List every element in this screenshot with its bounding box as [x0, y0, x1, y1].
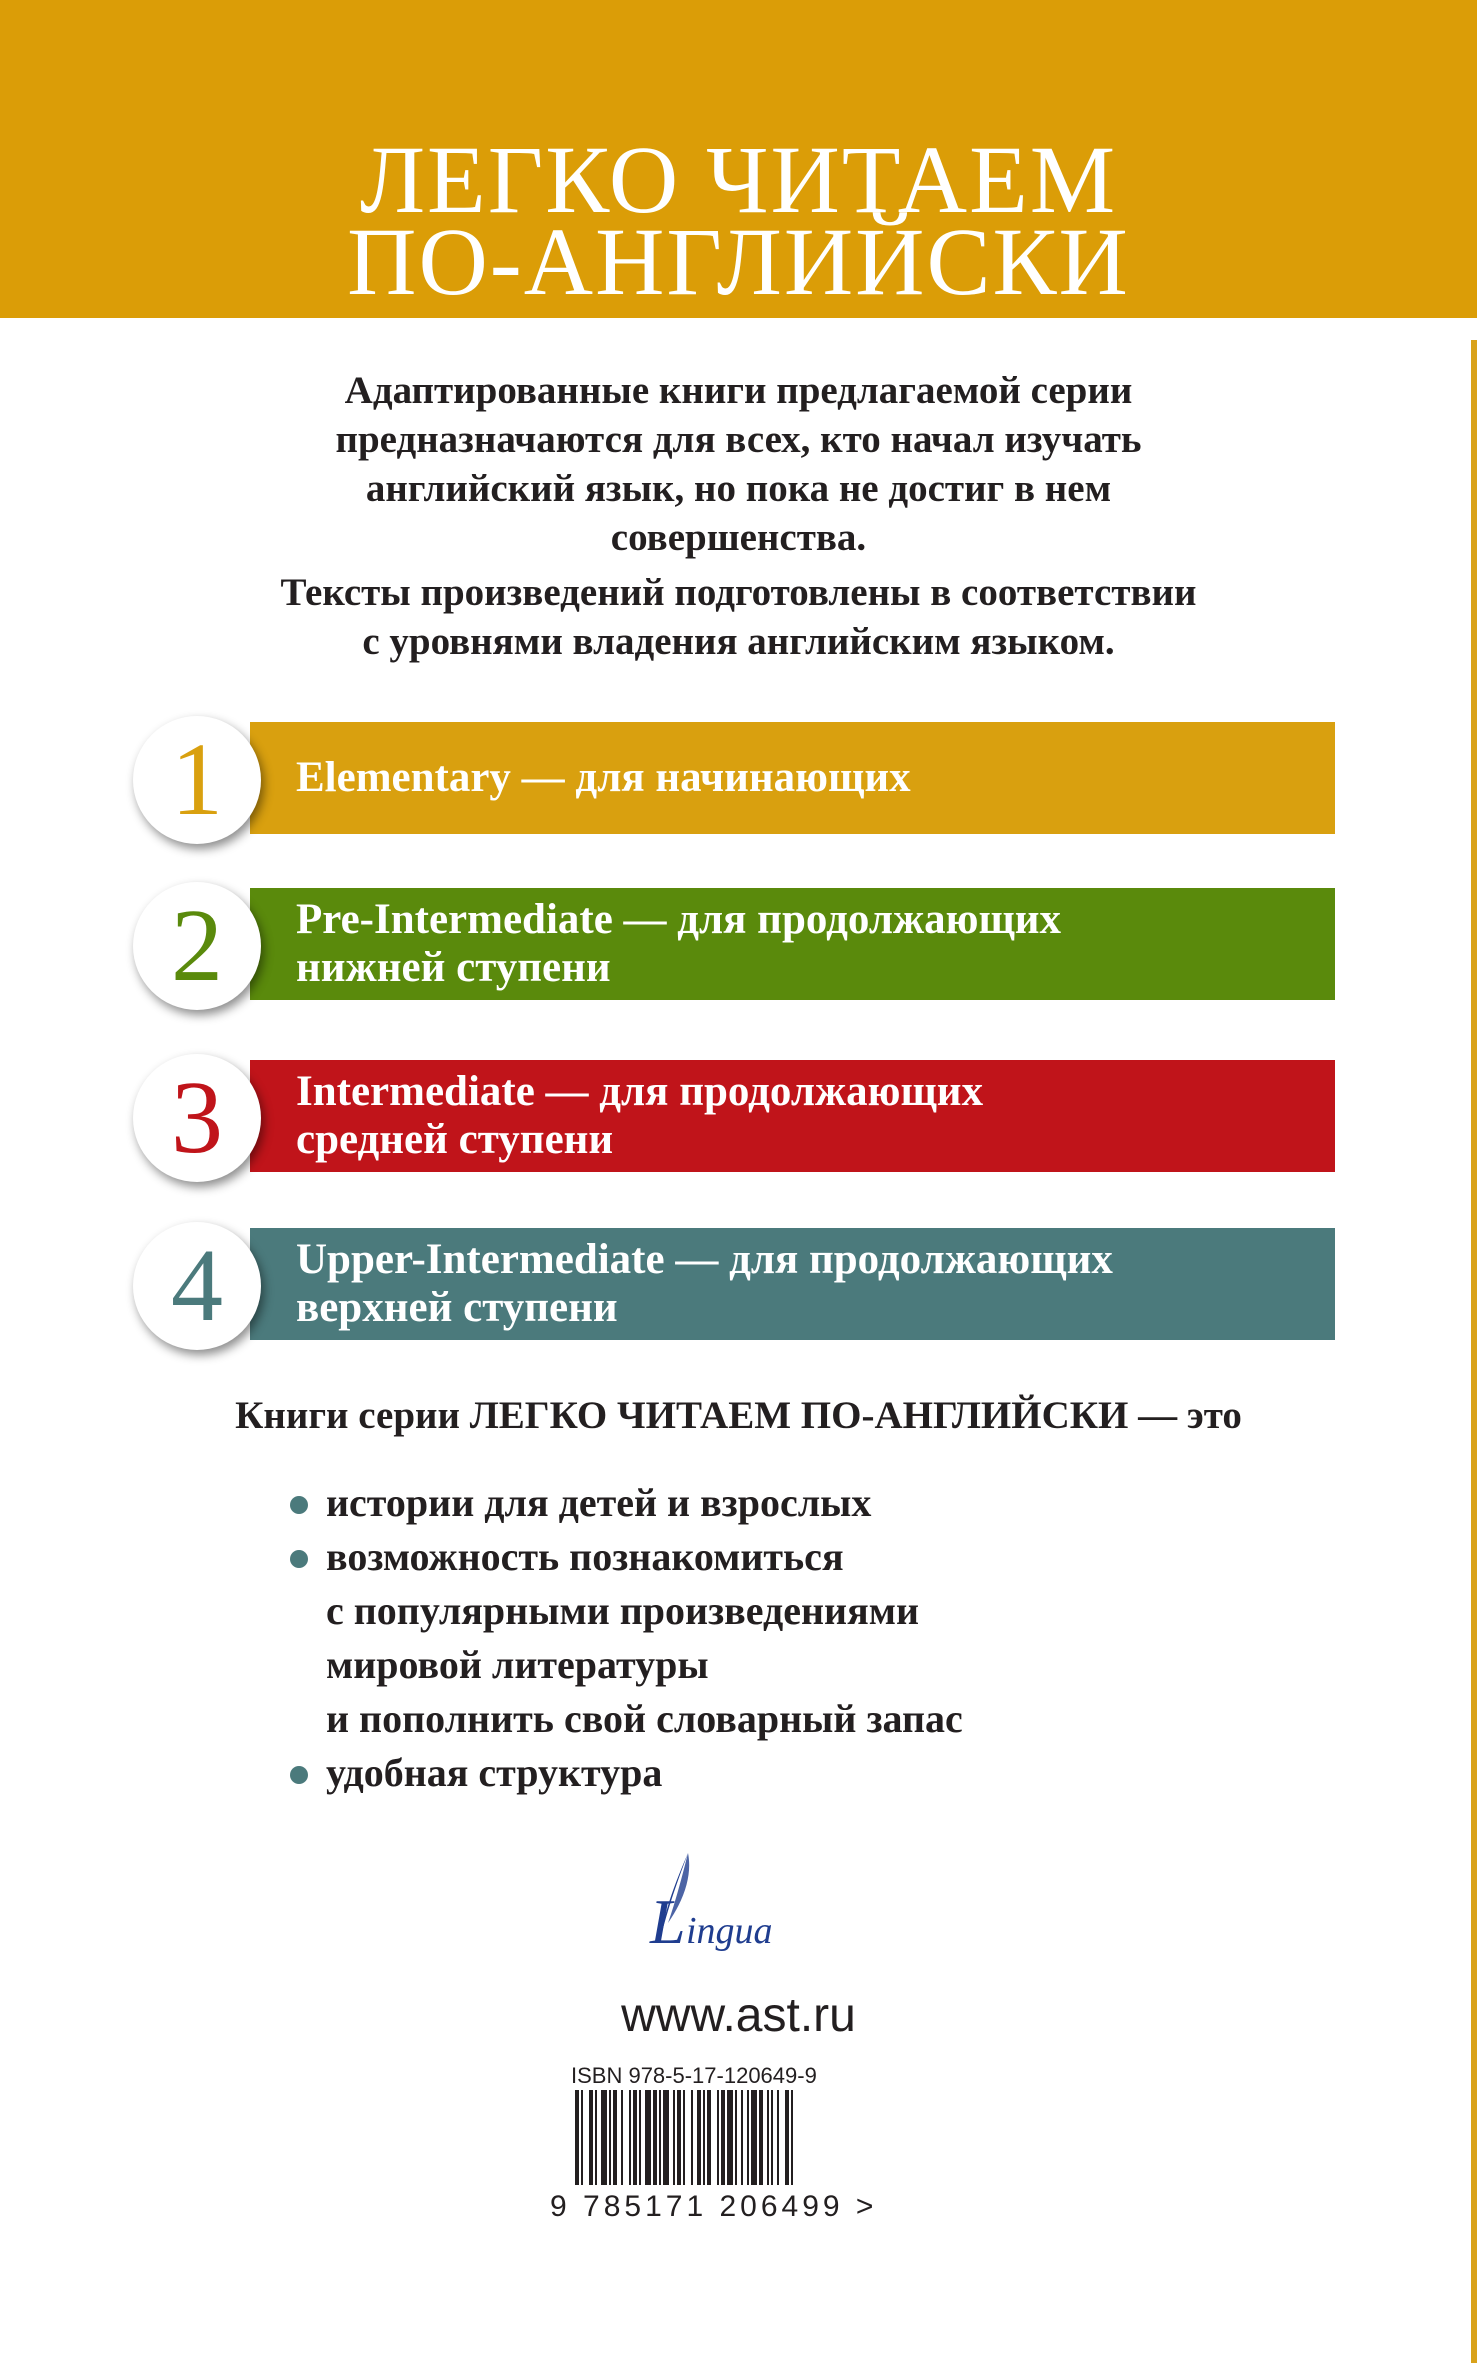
barcode-bar	[727, 2090, 733, 2185]
level-label-line: средней ступени	[296, 1116, 614, 1163]
barcode-bar	[677, 2090, 681, 2185]
level-number-badge: 1	[133, 716, 261, 844]
barcode-bar	[589, 2090, 593, 2185]
barcode-bar	[621, 2090, 623, 2185]
barcode-bar	[751, 2090, 757, 2185]
series-description: Книги серии ЛЕГКО ЧИТАЕМ ПО-АНГЛИЙСКИ — это	[235, 1394, 1242, 1437]
level-label-line: верхней ступени	[296, 1284, 618, 1331]
barcode-bar	[707, 2090, 711, 2185]
intro-line: совершенства.	[610, 516, 867, 559]
isbn-number: ISBN 978-5-17-120649-9	[571, 2063, 817, 2088]
feature-line: мировой литературы	[326, 1642, 709, 1687]
feature-line: с популярными произведениями	[326, 1588, 920, 1633]
barcode-bar	[653, 2090, 657, 2185]
barcode-bar	[721, 2090, 725, 2185]
series-title-line-1: ЛЕГКО ЧИТАЕМ	[359, 126, 1118, 233]
barcode-bar	[581, 2090, 583, 2185]
barcode-bar	[703, 2090, 705, 2185]
barcode-bar	[759, 2090, 763, 2185]
barcode-bar	[735, 2090, 737, 2185]
barcode-digits: 9 785171 206499 >	[550, 2190, 878, 2223]
barcode-bar	[645, 2090, 651, 2185]
level-number-badge: 4	[133, 1222, 261, 1350]
level-label	[296, 896, 1061, 992]
logo-wordmark: ingua	[686, 1910, 773, 1952]
feature-line: и пополнить свой словарный запас	[326, 1696, 963, 1741]
intro-paragraph-2	[0, 568, 1477, 666]
bullet-dot-icon	[290, 1766, 308, 1784]
barcode-bar	[683, 2090, 685, 2185]
barcode-bar	[691, 2090, 693, 2185]
barcode-bar	[601, 2090, 607, 2185]
intro-paragraph-1	[0, 366, 1477, 562]
header-band	[0, 0, 1477, 318]
feature-list	[290, 1476, 963, 1800]
intro-line: Адаптированные книги предлагаемой серии	[344, 369, 1133, 412]
publisher-logo	[630, 1845, 820, 1965]
barcode	[575, 2090, 865, 2185]
barcode-bar	[777, 2090, 779, 2185]
level-number-badge: 2	[133, 882, 261, 1010]
feature-list-item	[290, 1530, 963, 1746]
barcode-bar	[673, 2090, 675, 2185]
feature-line: возможность познакомиться	[326, 1534, 844, 1579]
bullet-dot-icon	[290, 1496, 308, 1514]
barcode-bar	[659, 2090, 661, 2185]
barcode-bar	[663, 2090, 669, 2185]
website-url: www.ast.ru	[621, 1989, 856, 2042]
barcode-bar	[697, 2090, 701, 2185]
barcode-bar	[613, 2090, 617, 2185]
barcode-bar	[575, 2090, 579, 2185]
feature-list-item	[290, 1476, 963, 1530]
feature-line: удобная структура	[326, 1750, 663, 1795]
barcode-bar	[639, 2090, 641, 2185]
level-label-line: Elementary — для начинающих	[296, 754, 911, 801]
level-item-1	[250, 722, 1335, 834]
intro-line: с уровнями владения английским языком.	[362, 620, 1115, 663]
intro-line: английский язык, но пока не достиг в нем	[365, 467, 1112, 510]
level-number-badge: 3	[133, 1054, 261, 1182]
level-label	[296, 1068, 983, 1164]
intro-line: Тексты произведений подготовлены в соответствии	[280, 571, 1197, 614]
level-item-2	[250, 888, 1335, 1000]
bullet-dot-icon	[290, 1550, 308, 1568]
barcode-bar	[609, 2090, 611, 2185]
barcode-bar	[785, 2090, 789, 2185]
series-title-line-2: ПО-АНГЛИЙСКИ	[347, 208, 1130, 315]
barcode-bar	[595, 2090, 597, 2185]
feature-list-item	[290, 1746, 963, 1800]
level-item-4	[250, 1228, 1335, 1340]
barcode-bar	[767, 2090, 769, 2185]
level-label	[296, 754, 911, 802]
level-label-line: Upper-Intermediate — для продолжающих	[296, 1236, 1113, 1283]
barcode-bar	[633, 2090, 637, 2185]
barcode-bar	[771, 2090, 773, 2185]
barcode-bar	[717, 2090, 719, 2185]
level-label-line: нижней ступени	[296, 944, 611, 991]
barcode-bar	[791, 2090, 793, 2185]
intro-line: предназначаются для всех, кто начал изучать	[335, 418, 1142, 461]
level-label-line: Intermediate — для продолжающих	[296, 1068, 984, 1115]
level-item-3	[250, 1060, 1335, 1172]
barcode-bar	[741, 2090, 743, 2185]
barcode-bar	[747, 2090, 749, 2185]
level-label	[296, 1236, 1113, 1332]
logo-letter-l: L	[650, 1886, 686, 1957]
barcode-bar	[629, 2090, 631, 2185]
level-label-line: Pre-Intermediate — для продолжающих	[296, 896, 1062, 943]
feature-line: истории для детей и взрослых	[326, 1480, 872, 1525]
